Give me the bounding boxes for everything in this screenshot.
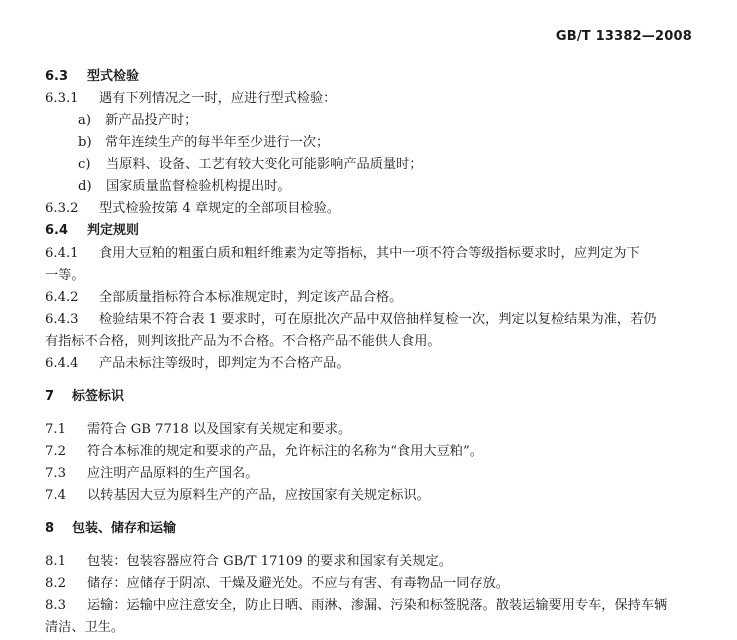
section-number: 7 <box>45 389 55 404</box>
section-title: 包装、储存和运输 <box>72 521 177 536</box>
clause-text: 包装：包装容器应符合 GB/T 17109 的要求和国家有关规定。 <box>87 554 452 569</box>
clause-7-3 <box>45 465 258 483</box>
section-number: 8 <box>45 521 55 536</box>
list-marker: c) <box>78 157 91 172</box>
list-marker: d) <box>78 179 92 194</box>
clause-text: 符合本标准的规定和要求的产品，允许标注的名称为“食用大豆粕”。 <box>87 444 483 459</box>
list-item-b <box>78 134 329 152</box>
clause-text: 检验结果不符合表 1 要求时，可在原批次产品中双倍抽样复检一次，判定以复检结果为准，若仍 <box>99 312 657 327</box>
clause-number: 6.3.1 <box>45 91 79 106</box>
clause-8-3 <box>45 597 667 615</box>
clause-6-4-3-continuation <box>45 333 441 351</box>
section-number: 6.4 <box>45 223 69 238</box>
clause-number: 7.1 <box>45 422 66 437</box>
clause-text: 有指标不合格，则判该批产品为不合格。不合格产品不能供人食用。 <box>45 334 441 349</box>
section-title: 判定规则 <box>87 223 140 238</box>
list-marker: b) <box>78 135 92 150</box>
clause-8-1 <box>45 553 452 571</box>
clause-number: 7.4 <box>45 488 66 503</box>
clause-number: 7.3 <box>45 466 66 481</box>
clause-7-2 <box>45 443 483 461</box>
list-item-d <box>78 178 291 196</box>
list-marker: a) <box>78 113 92 128</box>
list-item-a <box>78 112 197 130</box>
clause-text: 储存：应储存于阴凉、干燥及避光处。不应与有害、有毒物品一同存放。 <box>87 576 509 591</box>
clause-text: 运输：运输中应注意安全，防止日晒、雨淋、渗漏、污染和标签脱落。散装运输要用专车，保持车辆 <box>87 598 668 613</box>
clause-text: 清洁、卫生。 <box>45 620 125 635</box>
clause-number: 6.4.3 <box>45 312 79 327</box>
clause-number: 8.1 <box>45 554 66 569</box>
clause-text: 以转基因大豆为原料生产的产品，应按国家有关规定标识。 <box>87 488 430 503</box>
clause-8-3-continuation <box>45 619 124 637</box>
list-item-text: 新产品投产时； <box>105 113 198 128</box>
list-item-text: 国家质量监督检验机构提出时。 <box>106 179 291 194</box>
clause-number: 6.4.1 <box>45 246 79 261</box>
clause-number: 7.2 <box>45 444 66 459</box>
clause-text: 食用大豆粕的粗蛋白质和粗纤维素为定等指标，其中一项不符合等级指标要求时，应判定为下 <box>99 246 640 261</box>
clause-6-4-1-continuation <box>45 267 85 285</box>
clause-6-3-2 <box>45 200 340 218</box>
section-heading-6-3 <box>45 68 139 86</box>
list-item-text: 常年连续生产的每半年至少进行一次； <box>105 135 330 150</box>
clause-number: 8.3 <box>45 598 66 613</box>
clause-7-4 <box>45 487 430 505</box>
clause-number: 6.4.4 <box>45 356 79 371</box>
clause-text: 需符合 GB 7718 以及国家有关规定和要求。 <box>87 422 352 437</box>
clause-text: 全部质量指标符合本标准规定时，判定该产品合格。 <box>99 290 403 305</box>
section-title: 标签标识 <box>72 389 125 404</box>
clause-text: 一等。 <box>45 268 85 283</box>
section-number: 6.3 <box>45 69 69 84</box>
section-heading-6-4 <box>45 222 139 240</box>
list-item-text: 当原料、设备、工艺有较大变化可能影响产品质量时； <box>106 157 423 172</box>
clause-6-4-2 <box>45 289 402 307</box>
clause-number: 6.4.2 <box>45 290 79 305</box>
list-item-c <box>78 156 423 174</box>
clause-text: 遇有下列情况之一时，应进行型式检验： <box>99 91 337 106</box>
clause-6-4-1 <box>45 245 640 263</box>
clause-text: 应注明产品原料的生产国名。 <box>87 466 259 481</box>
clause-6-3-1 <box>45 90 336 108</box>
clause-number: 6.3.2 <box>45 201 79 216</box>
standard-code: GB/T 13382—2008 <box>555 29 692 44</box>
clause-text: 型式检验按第 4 章规定的全部项目检验。 <box>99 201 340 216</box>
clause-7-1 <box>45 421 351 439</box>
clause-number: 8.2 <box>45 576 66 591</box>
clause-text: 产品未标注等级时，即判定为不合格产品。 <box>99 356 350 371</box>
clause-6-4-3 <box>45 311 656 329</box>
section-heading-7 <box>45 388 124 406</box>
section-heading-8 <box>45 520 176 538</box>
section-title: 型式检验 <box>87 69 140 84</box>
clause-8-2 <box>45 575 509 593</box>
clause-6-4-4 <box>45 355 350 373</box>
